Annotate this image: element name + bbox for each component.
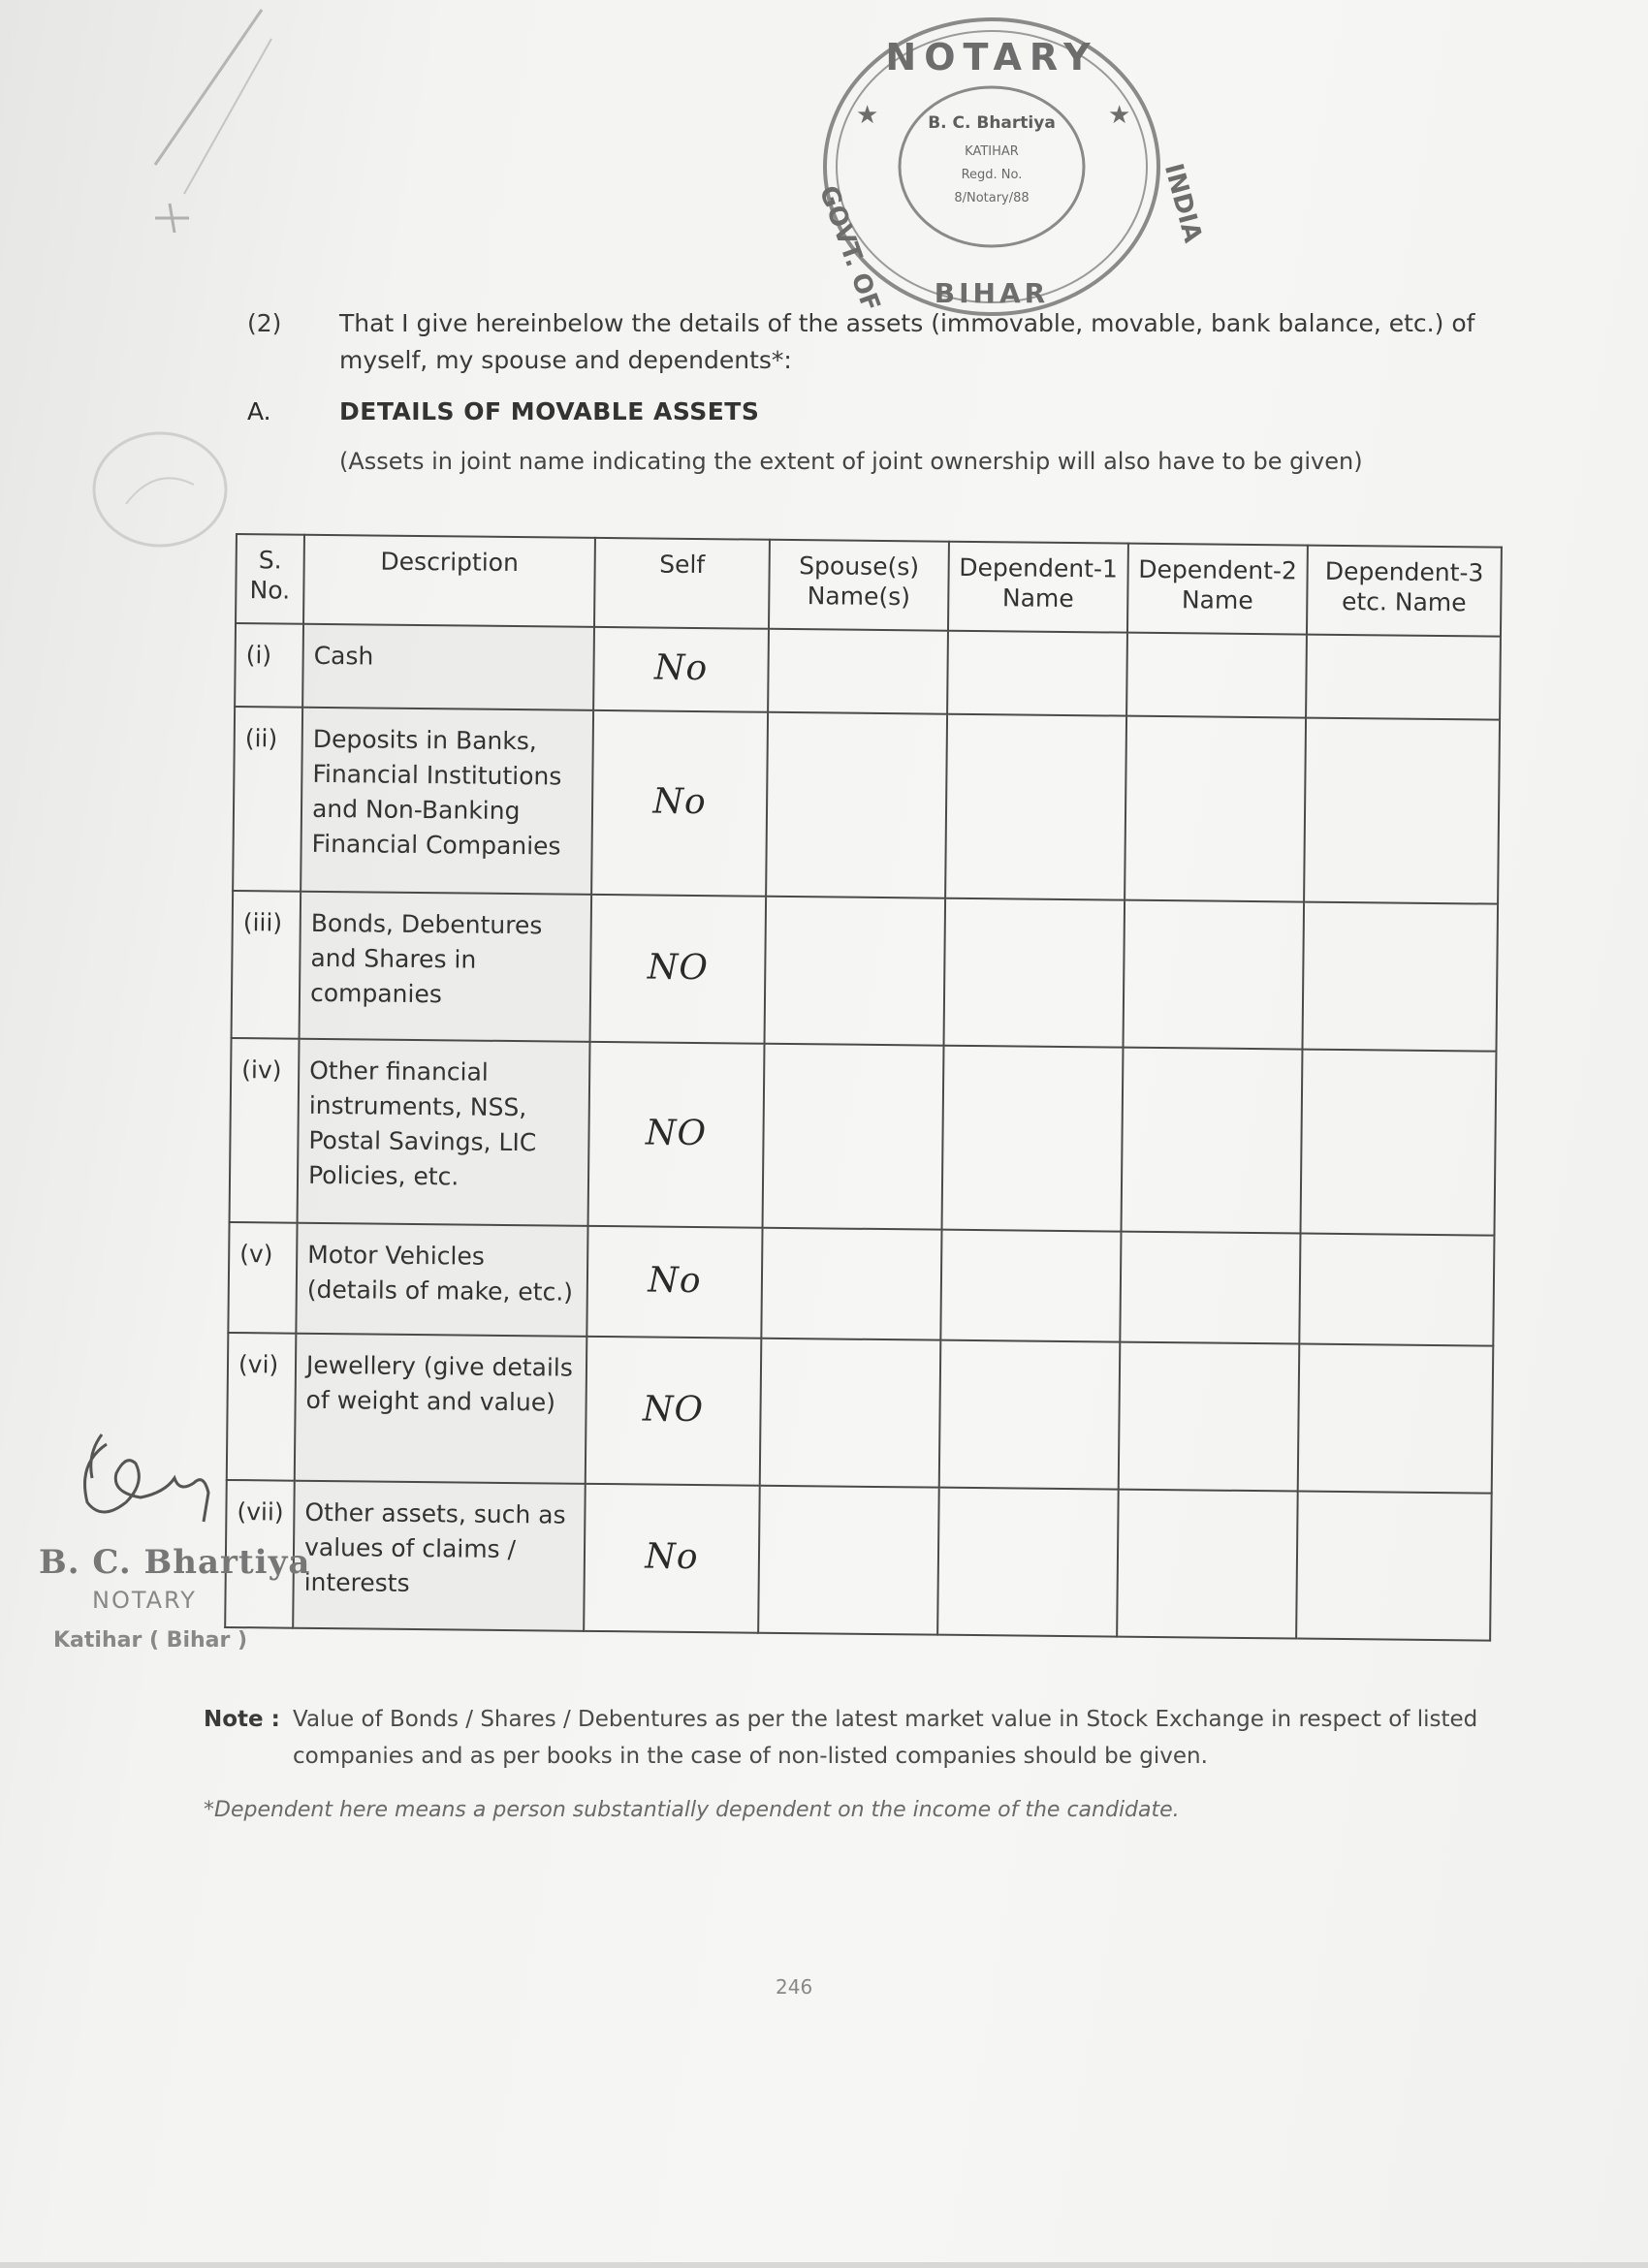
table-row bbox=[227, 1333, 1494, 1494]
row-spouse-cell bbox=[766, 712, 947, 898]
movable-assets-table-wrap bbox=[224, 533, 1501, 1642]
row-sno: (ii) bbox=[233, 707, 302, 892]
row-description: Other financial instruments, NSS, Postal Savings, LIC Policies, etc. bbox=[298, 1039, 590, 1226]
stamp-title: NOTARY bbox=[92, 1587, 197, 1614]
row-description: Cash bbox=[302, 624, 594, 710]
row-self-cell bbox=[593, 627, 769, 712]
signature bbox=[58, 1425, 252, 1531]
seal-top-text: NOTARY bbox=[885, 36, 1098, 79]
row-description: Deposits in Banks, Financial Institutions and Non-Banking Financial Companies bbox=[301, 708, 593, 895]
row-dependent-2-cell bbox=[1125, 716, 1306, 902]
paragraph-text: That I give hereinbelow the details of the assets (immovable, movable, bank balance, etc.) of myself, my spouse and dependents*: bbox=[339, 309, 1475, 374]
seal-star-left: ★ bbox=[856, 101, 879, 130]
row-sno: (i) bbox=[235, 623, 303, 708]
row-spouse-cell bbox=[760, 1339, 941, 1488]
row-sno: (vi) bbox=[227, 1333, 297, 1481]
row-self-cell bbox=[591, 710, 768, 897]
stamp-place: Katihar ( Bihar ) bbox=[53, 1628, 248, 1653]
table-row bbox=[232, 891, 1499, 1052]
page-bottom-border bbox=[0, 2262, 1648, 2268]
row-dependent-1-cell bbox=[940, 1230, 1121, 1342]
row-dependent-3-cell bbox=[1306, 635, 1501, 720]
row-self-cell bbox=[590, 895, 767, 1044]
row-spouse-cell bbox=[758, 1486, 939, 1635]
row-dependent-3-cell bbox=[1300, 1050, 1496, 1236]
faint-circle-stamp bbox=[87, 426, 233, 552]
table-header-row bbox=[236, 534, 1502, 637]
row-dependent-2-cell bbox=[1122, 1048, 1303, 1234]
seal-center-line-2: KATIHAR bbox=[965, 144, 1019, 159]
note-label: Note : bbox=[204, 1707, 280, 1732]
dependent-note: *Dependent here means a person substantially dependent on the income of the candidate. bbox=[204, 1798, 1180, 1822]
row-self-cell bbox=[586, 1337, 762, 1486]
header-sno: S. No. bbox=[236, 534, 304, 624]
row-dependent-2-cell bbox=[1126, 633, 1307, 718]
row-description: Other assets, such as values of claims / interests bbox=[293, 1481, 586, 1631]
row-dependent-3-cell bbox=[1298, 1344, 1494, 1494]
row-spouse-cell bbox=[761, 1228, 941, 1340]
row-dependent-2-cell bbox=[1119, 1342, 1300, 1492]
seal-bottom-text: BIHAR bbox=[934, 277, 1050, 309]
row-description: Bonds, Debentures and Shares in companies bbox=[300, 892, 592, 1042]
row-dependent-1-cell bbox=[937, 1488, 1119, 1637]
seal-center-line-4: 8/Notary/88 bbox=[954, 191, 1030, 205]
row-sno: (iv) bbox=[230, 1038, 300, 1223]
page-number: 246 bbox=[776, 1975, 813, 1999]
paragraph-number: (2) bbox=[247, 309, 282, 337]
row-self-value: NO bbox=[645, 1112, 708, 1153]
row-description: Jewellery (give details of weight and value) bbox=[295, 1334, 587, 1484]
row-self-cell bbox=[586, 1226, 762, 1339]
table-row bbox=[235, 623, 1501, 720]
row-dependent-3-cell bbox=[1296, 1492, 1492, 1641]
row-dependent-1-cell bbox=[939, 1340, 1121, 1490]
row-self-value: No bbox=[652, 781, 707, 822]
row-self-value: NO bbox=[647, 946, 710, 988]
seal-right-text: INDIA bbox=[1157, 160, 1208, 246]
header-dependent-1: Dependent-1 Name bbox=[948, 542, 1128, 633]
row-dependent-1-cell bbox=[942, 1046, 1124, 1232]
section-letter: A. bbox=[247, 397, 271, 425]
notary-seal bbox=[812, 12, 1208, 322]
seal-center-line-1: B. C. Bhartiya bbox=[928, 113, 1056, 133]
seal-left-text: GOVT. OF bbox=[812, 181, 886, 316]
movable-assets-table bbox=[224, 533, 1503, 1642]
row-dependent-1-cell bbox=[947, 631, 1127, 716]
header-dependent-2: Dependent-2 Name bbox=[1127, 544, 1308, 635]
table-row bbox=[225, 1480, 1492, 1641]
section-title: DETAILS OF MOVABLE ASSETS bbox=[339, 397, 760, 425]
corner-marks bbox=[116, 0, 407, 291]
header-self: Self bbox=[594, 538, 770, 629]
table-row bbox=[233, 707, 1500, 904]
section-subtitle: (Assets in joint name indicating the extent of joint ownership will also have to be given) bbox=[339, 448, 1363, 475]
row-dependent-3-cell bbox=[1299, 1234, 1494, 1346]
row-self-value: No bbox=[653, 647, 709, 688]
row-dependent-2-cell bbox=[1117, 1490, 1298, 1639]
row-dependent-1-cell bbox=[945, 714, 1126, 900]
header-dependent-3: Dependent-3 etc. Name bbox=[1307, 546, 1502, 637]
row-dependent-2-cell bbox=[1123, 900, 1304, 1050]
note-text: Value of Bonds / Shares / Debentures as per the latest market value in Stock Exchange in respect of listed companies and as per books in the case of non-listed companies should be given. bbox=[293, 1707, 1478, 1769]
row-sno: (vii) bbox=[225, 1480, 295, 1628]
row-dependent-3-cell bbox=[1304, 718, 1500, 904]
row-dependent-2-cell bbox=[1120, 1232, 1300, 1344]
row-self-cell bbox=[588, 1042, 765, 1228]
seal-center-line-3: Regd. No. bbox=[961, 168, 1023, 182]
header-spouse: Spouse(s) Name(s) bbox=[769, 540, 949, 631]
row-spouse-cell bbox=[763, 1044, 944, 1230]
row-dependent-1-cell bbox=[944, 898, 1125, 1048]
table-row bbox=[228, 1222, 1494, 1346]
seal-star-right: ★ bbox=[1108, 101, 1131, 130]
row-self-value: NO bbox=[642, 1388, 705, 1430]
row-spouse-cell bbox=[765, 897, 946, 1046]
row-self-value: No bbox=[645, 1535, 699, 1577]
row-self-cell bbox=[584, 1484, 760, 1633]
row-spouse-cell bbox=[768, 629, 948, 714]
row-sno: (iii) bbox=[232, 891, 301, 1039]
stamp-name: B. C. Bhartiya bbox=[39, 1543, 311, 1582]
table-row bbox=[230, 1038, 1497, 1236]
row-sno: (v) bbox=[228, 1222, 297, 1334]
row-self-value: No bbox=[648, 1259, 702, 1301]
row-dependent-3-cell bbox=[1302, 902, 1498, 1052]
row-description: Motor Vehicles (details of make, etc.) bbox=[296, 1223, 587, 1337]
header-description: Description bbox=[303, 535, 595, 627]
